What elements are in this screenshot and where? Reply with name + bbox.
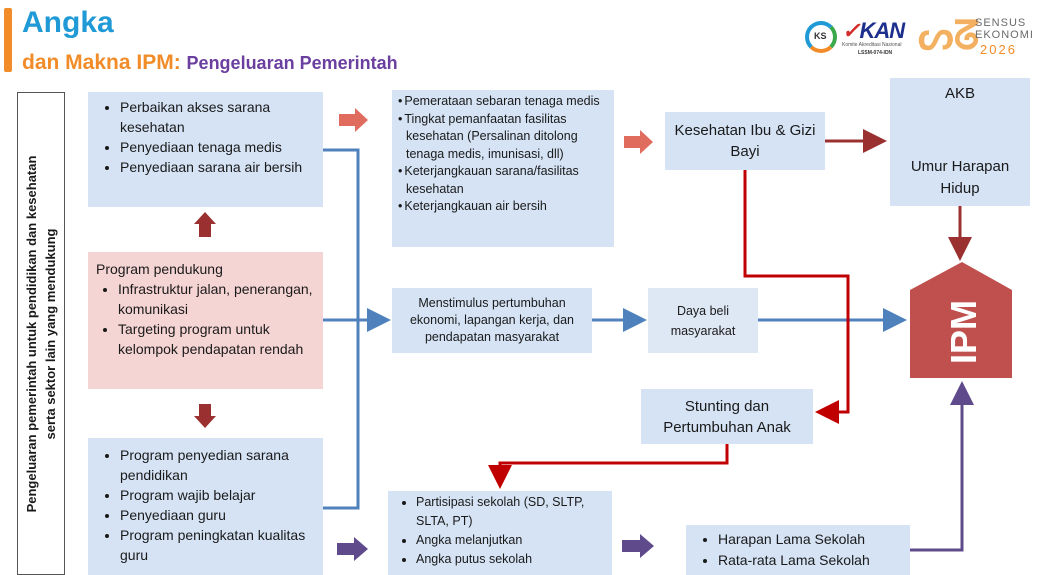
akb-label: AKB bbox=[944, 85, 975, 102]
sensus-ekonomi-swirl-icon: ᔕᘔ bbox=[918, 14, 980, 58]
health-program-item: • Penyediaan sarana air bersih bbox=[120, 157, 317, 177]
education-outcome-item: • Harapan Lama Sekolah bbox=[718, 529, 904, 550]
uhh-label: Umur Harapan Hidup bbox=[910, 158, 1010, 197]
education-output-item: • Angka putus sekolah bbox=[416, 550, 606, 569]
kan-check-icon: ✓ bbox=[842, 18, 860, 43]
block-arrow-health-to-outputs bbox=[339, 108, 368, 132]
education-outputs-box bbox=[388, 491, 612, 575]
purchasing-power-box bbox=[648, 288, 758, 353]
subtitle-topic: Pengeluaran Pemerintah bbox=[186, 53, 398, 73]
economy-stimulus-box bbox=[392, 288, 592, 353]
health-output-item: • Tingkat pemanfaatan fasilitas kesehatan (Persalinan ditolong tenaga medis, imunisasi, dll) bbox=[406, 111, 608, 164]
support-program-item: • Infrastruktur jalan, penerangan, komunikasi bbox=[118, 279, 317, 319]
kan-logo-subtext: Komite Akreditasi Nasional bbox=[842, 42, 902, 48]
health-output-item: • Keterjangkauan sarana/fasilitas kesehatan bbox=[406, 163, 608, 198]
red-maternal-to-stunting-line bbox=[745, 170, 848, 412]
support-program-item: • Targeting program untuk kelompok pendapatan rendah bbox=[118, 319, 317, 359]
health-program-item: • Penyediaan tenaga medis bbox=[120, 137, 317, 157]
life-expectancy-box bbox=[890, 78, 1030, 206]
purchasing-power-text: Daya beli masyarakat bbox=[670, 303, 736, 338]
support-programs-title: Program pendukung bbox=[96, 261, 223, 277]
sensus-ekonomi-year: 2026 bbox=[980, 42, 1017, 57]
health-output-item: • Pemerataan sebaran tenaga medis bbox=[406, 93, 608, 111]
education-outcome-item: • Rata-rata Lama Sekolah bbox=[718, 550, 904, 571]
economy-stimulus-text: Menstimulus pertumbuhan ekonomi, lapangan kerja, dan pendapatan masyarakat bbox=[409, 296, 574, 344]
sensus-line1: SENSUS bbox=[975, 17, 1027, 29]
maternal-health-box bbox=[665, 112, 825, 170]
education-output-item: • Angka melanjutkan bbox=[416, 531, 606, 550]
kan-logo-id: LSSM-074-IDN bbox=[858, 50, 893, 56]
subtitle-main: dan Makna IPM: bbox=[22, 51, 181, 74]
block-arrow-education-to-outputs bbox=[337, 537, 368, 561]
health-programs-box bbox=[88, 92, 323, 207]
vertical-label-line2: serta sektor lain yang mendukung bbox=[43, 228, 58, 439]
institution-logo-text: KS bbox=[814, 31, 827, 41]
stunting-box bbox=[641, 389, 813, 444]
blue-bracket-line bbox=[323, 150, 358, 508]
red-stunting-to-education-line bbox=[500, 444, 727, 486]
education-outcomes-box bbox=[686, 525, 910, 575]
education-output-item: • Partisipasi sekolah (SD, SLTP, SLTA, PT) bbox=[416, 493, 606, 531]
sensus-line2: EKONOMI bbox=[975, 29, 1034, 41]
maternal-health-text: Kesehatan Ibu & Gizi Bayi bbox=[674, 122, 816, 160]
ipm-label bbox=[934, 292, 994, 372]
education-program-item: • Penyediaan guru bbox=[120, 505, 317, 525]
education-programs-box bbox=[88, 438, 323, 575]
education-program-item: • Program penyedian sarana pendidikan bbox=[120, 445, 317, 485]
ipm-label-text: IPM bbox=[943, 299, 985, 365]
stunting-text: Stunting dan Pertumbuhan Anak bbox=[663, 397, 791, 436]
education-program-item: • Program wajib belajar bbox=[120, 485, 317, 505]
support-programs-box bbox=[88, 252, 323, 389]
page-title: Angka bbox=[22, 6, 114, 39]
block-arrow-support-down bbox=[194, 404, 216, 428]
health-outputs-box bbox=[392, 90, 614, 247]
block-arrow-outputs-to-outcomes bbox=[622, 534, 654, 558]
education-program-item: • Program peningkatan kualitas guru bbox=[120, 525, 317, 565]
block-arrow-support-up bbox=[194, 212, 216, 237]
health-program-item: • Perbaikan akses sarana kesehatan bbox=[120, 97, 317, 137]
kan-logo-text: KAN bbox=[859, 18, 905, 43]
health-output-item: • Keterjangkauan air bersih bbox=[406, 198, 608, 216]
purple-outcomes-to-ipm-line bbox=[910, 384, 962, 550]
block-arrow-outputs-to-maternal bbox=[624, 130, 653, 154]
vertical-label-line1: Pengeluaran pemerintah untuk pendidikan dan kesehatan bbox=[24, 155, 39, 512]
